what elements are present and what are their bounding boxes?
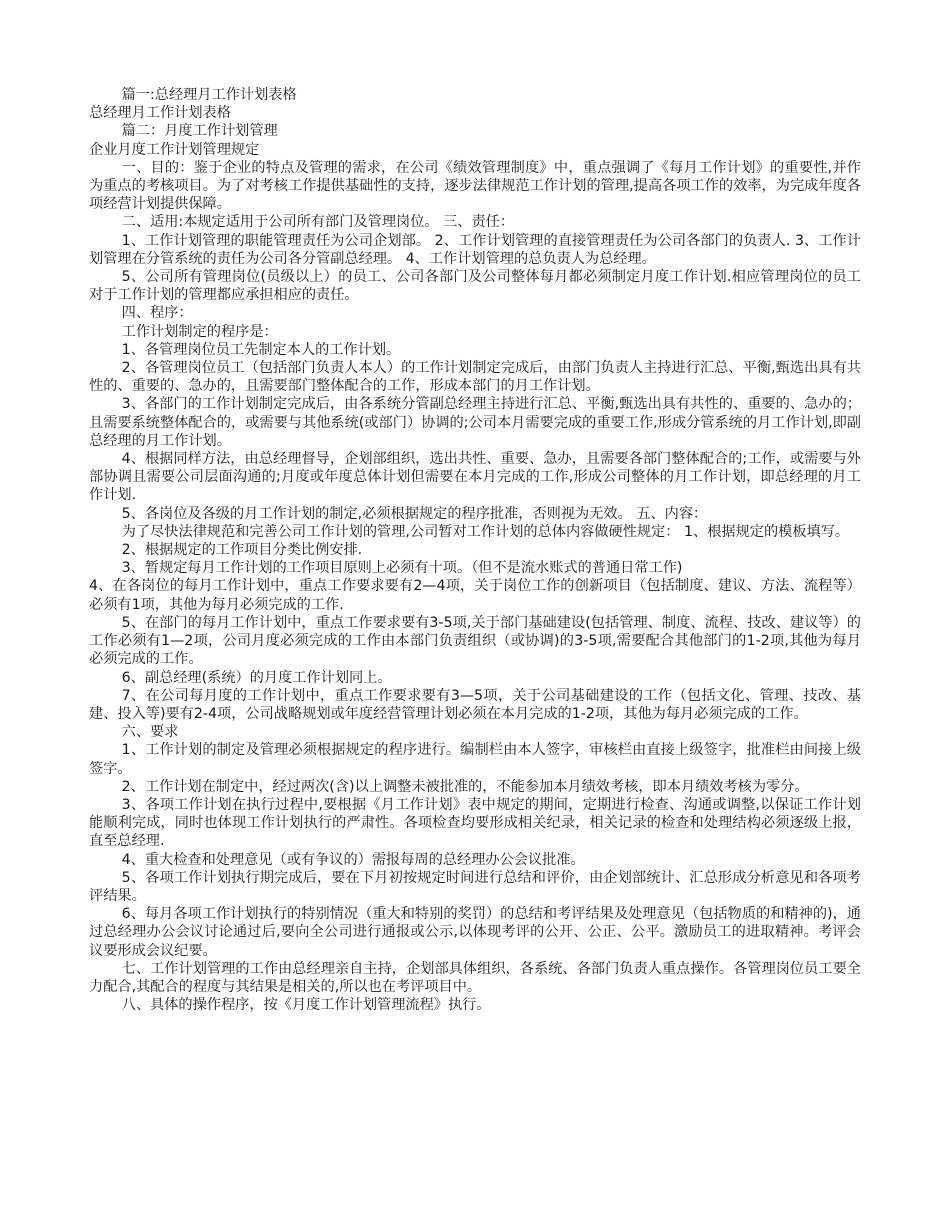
paragraph: 6、每月各项工作计划执行的特别情况（重大和特别的奖罚）的总结和考评结果及处理意见（包括物质的和精神的)，通过总经理办公会议讨论通过后,要向全公司进行通报或公示,以体现考评的公开、公正、公平。激励员工的进取精神。考评会议要形成会议纪要。 — [89, 906, 861, 959]
paragraph: 2、各管理岗位员工（包括部门负责人本人）的工作计划制定完成后，由部门负责人主持进行汇总、平衡,甄选出具有共性的、重要的、急办的，且需要部门整体配合的工作，形成本部门的月工作计划。 — [89, 360, 861, 395]
paragraph: 八、具体的操作程序，按《月度工作计划管理流程》执行。 — [121, 997, 491, 1014]
paragraph: 5、公司所有管理岗位(员级以上）的员工、公司各部门及公司整体每月都必须制定月度工作计划.相应管理岗位的员工对于工作计划的管理都应承担相应的责任。 — [89, 269, 861, 304]
paragraph: 4、根据同样方法，由总经理督导，企划部组织，选出共性、重要、急办，且需要各部门整体配合的;工作，或需要与外部协调且需要公司层面沟通的;月度或年度总体计划但需要在本月完成的工作,形成公司整体的月工作计划，即总经理的月工作计划. — [89, 451, 861, 504]
paragraph: 2、工作计划在制定中，经过两次(含)以上调整未被批准的，不能参加本月绩效考核，即本月绩效考核为零分。 — [121, 778, 809, 795]
paragraph: 1、工作计划的制定及管理必须根据规定的程序进行。编制栏由本人签字，审核栏由直接上级签字，批准栏由间接上级签字。 — [89, 742, 861, 777]
paragraph: 3、各部门的工作计划制定完成后，由各系统分管副总经理主持进行汇总、平衡,甄选出具有共性的、重要的、急办的；且需要系统整体配合的，或需要与其他系统(或部门）协调的;公司本月需要完成的重要工作,形成分管系统的月工作计划,即副总经理的月工作计划。 — [89, 396, 861, 449]
paragraph: 篇二：月度工作计划管理 — [121, 123, 278, 140]
paragraph: 总经理月工作计划表格 — [89, 105, 231, 122]
paragraph: 为了尽快法律规范和完善公司工作计划的管理,公司暂对工作计划的总体内容做硬性规定： 1、根据规定的模板填写。 — [121, 523, 850, 540]
paragraph: 企业月度工作计划管理规定 — [89, 141, 260, 158]
paragraph: 4、重大检查和处理意见（或有争议的）需报每周的总经理办公会议批准。 — [121, 851, 585, 868]
paragraph: 篇一:总经理月工作计划表格 — [121, 87, 297, 103]
paragraph: 七、工作计划管理的工作由总经理亲自主持，企划部具体组织，各系统、各部门负责人重点操作。各管理岗位员工要全力配合,其配合的程度与其结果是相关的,所以也在考评项目中。 — [89, 960, 861, 995]
paragraph: 5、在部门的每月工作计划中，重点工作要求要有3-5项,关于部门基础建设(包括管理、制度、流程、技改、建议等）的工作必须有1—2项，公司月度必须完成的工作由本部门负责组织（或协调)的3-5项,需要配合其他部门的1-2项,其他为每月必须完成的工作。 — [89, 614, 861, 668]
paragraph: 1、工作计划管理的职能管理责任为公司企划部。 2、工作计划管理的直接管理责任为公司各部门的负责人. 3、工作计划管理在分管系统的责任为公司各分管副总经理。 4、工作计划管理的总负责人为总经理。 — [89, 232, 861, 267]
paragraph: 六、要求 — [121, 724, 179, 741]
paragraph: 一、目的：鉴于企业的特点及管理的需求，在公司《绩效管理制度》中，重点强调了《每月工作计划》的重要性,并作为重点的考核项目。为了对考核工作提供基础性的支持，逐步法律规范工作计划的管理,提高各项工作的效率，为完成年度各项经营计划提供保障。 — [89, 159, 861, 213]
paragraph: 工作计划制定的程序是： — [121, 323, 278, 340]
paragraph: 3、各项工作计划在执行过程中,要根据《月工作计划》表中规定的期间，定期进行检查、沟通或调整,以保证工作计划能顺利完成，同时也体现工作计划执行的严肃性。各项检查均要形成相关纪录，相关记录的检查和处理结构必须逐级上报，直至总经理. — [89, 796, 861, 850]
paragraph: 3、暂规定每月工作计划的工作项目原则上必须有十项。（但不是流水账式的普通日常工作) — [121, 560, 683, 577]
paragraph: 5、各项工作计划执行期完成后，要在下月初按规定时间进行总结和评价，由企划部统计、汇总形成分析意见和各项考评结果。 — [89, 869, 861, 904]
document-body — [89, 86, 861, 1014]
paragraph: 四、程序： — [121, 305, 193, 322]
paragraph: 二、适用:本规定适用于公司所有部门及管理岗位。 三、责任： — [121, 214, 515, 231]
paragraph: 4、在各岗位的每月工作计划中，重点工作要求要有2—4项，关于岗位工作的创新项目（包括制度、建议、方法、流程等）必须有1项，其他为每月必须完成的工作. — [89, 578, 861, 613]
paragraph: 6、副总经理(系统）的月度工作计划同上。 — [121, 669, 392, 686]
paragraph: 5、各岗位及各级的月工作计划的制定,必须根据规定的程序批准，否则视为无效。 五、内容： — [121, 505, 708, 522]
paragraph: 2、根据规定的工作项目分类比例安排. — [121, 542, 363, 559]
paragraph: 7、在公司每月度的工作计划中，重点工作要求要有3—5项，关于公司基础建设的工作（包括文化、管理、技改、基建、投入等)要有2-4项，公司战略规划或年度经营管理计划必须在本月完成的1-2项，其他为每月必须完成的工作。 — [89, 687, 861, 722]
paragraph: 1、各管理岗位员工先制定本人的工作计划。 — [121, 341, 401, 358]
